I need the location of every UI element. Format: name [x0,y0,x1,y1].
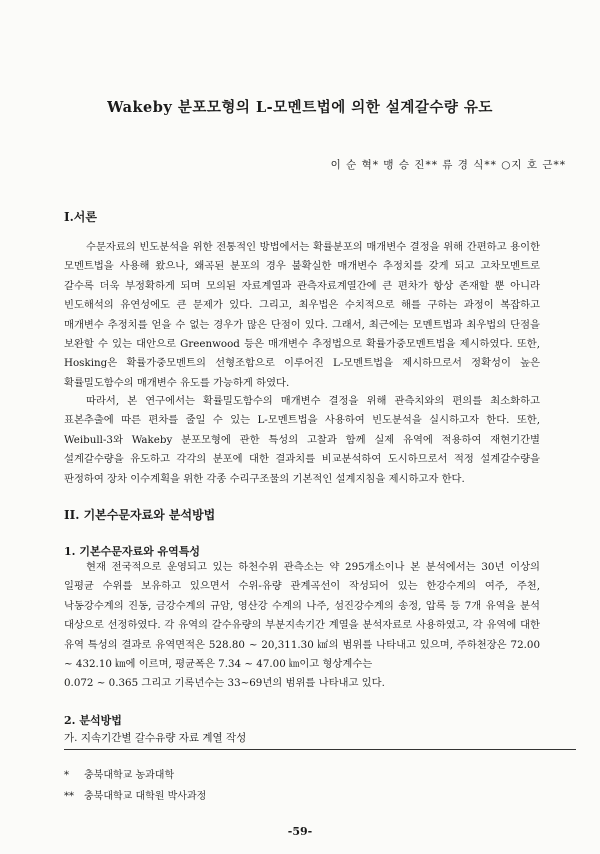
section-2-heading: II. 기본수문자료와 분석방법 [64,508,216,522]
footnote-1-text: 충북대학교 농과대학 [84,770,175,781]
subsection-1-heading: 1. 기본수문자료와 유역특성 [64,545,201,558]
subsection-1-paragraph: 현재 전국적으로 운영되고 있는 하천수위 관측소는 약 295개소이나 본 분석에서는 30년 이상의 일평균 수위를 보유하고 있으면서 수위-유량 관계곡선이 작성되어 있는 한강수계의 여주, 주천, 낙동강수계의 진동, 금강수계의 규암, 영산강 수계의 나주, 섬진강수계의 송정, 압록 등 7개 유역을 분석 대상으로 선정하였다. 각 유역의 갈수유량의 부분지속기간 계열을 분석자료로 사용하였고, 각 유역에 대한 유역 특성의 결과로 유역면적은 528.80 ~ 20,311.30 ㎢의 범위를 나타내고 있으며, 주하천장은 72.00 ~ 432.10 ㎞에 이르며, 평균폭은 7.34 ~ 47.00 ㎞이고 형상계수는 [64,561,540,671]
subsection-2-heading: 2. 분석방법 [64,714,122,727]
paper-title: Wakeby 분포모형의 L-모멘트법에 의한 설계갈수량 유도 [107,99,493,116]
page-number: -59- [287,825,313,838]
footnote-1 [64,766,174,781]
footnote-2-text: 충북대학교 대학원 박사과정 [84,791,207,802]
section-1-paragraph-2: 따라서, 본 연구에서는 확률밀도함수의 매개변수 결정을 위해 관측치와의 편의를 최소화하고 표본추출에 따른 편차를 줄일 수 있는 L-모멘트법을 사용하여 빈도분석을 실시하고자 한다. 또한, Weibull-3와 Wakeby 분포모형에 관한 특성의 고찰과 함께 실제 유역에 적용하여 재현기간별 설계갈수량을 유도하고 각각의 분포에 대한 결과치를 비교분석하여 도시하므로서 적정 설계갈수량을 판정하여 장차 이수계획을 위한 각종 수리구조물의 기본적인 설계지침을 제시하고자 한다. [64,395,540,485]
section-1-heading: I.서론 [64,210,97,224]
author-line: 이 순 혁* 맹 승 진** 류 경 식** ○지 호 근** [330,159,566,171]
subsection-2-item: 가. 지속기간별 갈수유량 자료 계열 작성 [64,732,247,744]
subsection-1-paragraph-end: 0.072 ~ 0.365 그리고 기록년수는 33~69년의 범위를 나타내고 있다. [64,677,385,689]
footnote-2 [64,787,206,802]
footnote-rule [64,749,576,750]
section-1-paragraph-1: 수문자료의 빈도분석을 위한 전통적인 방법에서는 확률분포의 매개변수 결정을 위해 간편하고 용이한 모멘트법을 사용해 왔으나, 왜곡된 분포의 경우 불확실한 매개변수 추정치를 갖게 되고 고차모멘트로 갈수록 더욱 부정확하게 되며 모의된 자료계열과 관측자료계열간에 큰 편차가 항상 존재할 뿐 아니라 빈도해석의 유연성에도 큰 문제가 있다. 그리고, 최우법은 수치적으로 해를 구하는 과정이 복잡하고 매개변수 추정치를 얻을 수 없는 경우가 많은 단점이 있다. 그래서, 최근에는 모멘트법과 최우법의 단점을 보완할 수 있는 대안으로 Greenwood 등은 매개변수 추정법으로 확률가중모멘트법을 제시하였다. 또한, Hosking은 확률가중모멘트의 선형조합으로 이루어진 L-모멘트법을 제시하므로서 정확성이 높은 확률밀도함수의 매개변수 유도를 가능하게 하였다. [64,241,540,389]
footnote-1-mark: * [64,770,69,781]
footnote-2-mark: ** [64,791,74,802]
